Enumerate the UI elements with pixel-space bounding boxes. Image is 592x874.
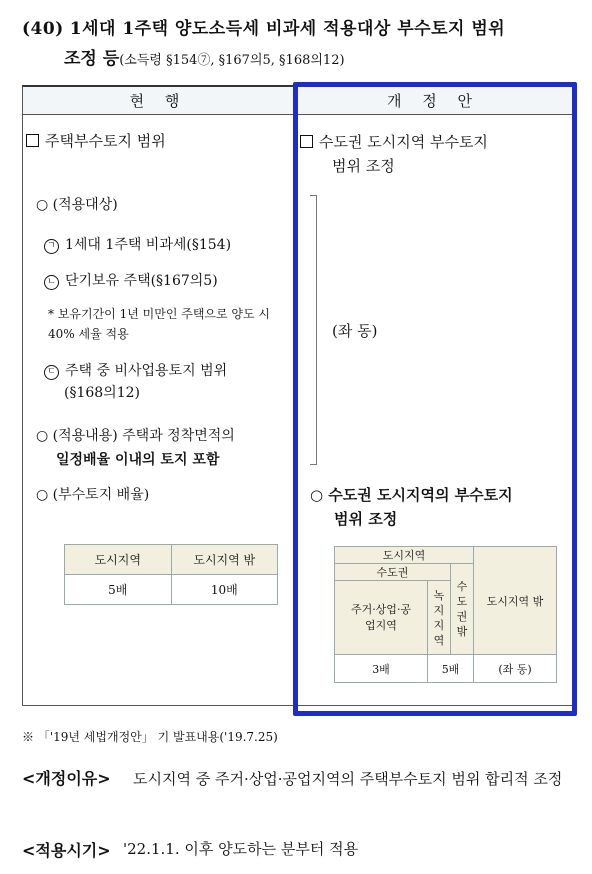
proposed-residential-header: 주거·상업·공업지역 [335, 581, 428, 655]
checkbox-square-icon [26, 134, 39, 147]
proposed-urban-header: 도시지역 [335, 547, 474, 564]
section-title [22, 14, 505, 39]
ratio-value-outside: 10배 [171, 575, 278, 605]
highlight-box [293, 82, 577, 716]
circle-marker-icon: ㄴ [44, 275, 59, 290]
proposed-outside-capital-header: 수도권밖 [451, 564, 474, 655]
apply-label: <적용시기> [22, 841, 111, 860]
apply-text: '22.1.1. 이후 양도하는 분부터 적용 [123, 840, 359, 858]
ratio-value-urban: 5배 [65, 575, 172, 605]
ratio-header-outside: 도시지역 밖 [171, 545, 278, 575]
reason-label: <개정이유> [22, 769, 111, 788]
circle-marker-icon: ㄷ [44, 365, 59, 380]
current-ratio-table [64, 544, 278, 605]
current-content: ○ (적용내용) 주택과 정착면적의 일정배율 이내의 토지 포함 [36, 428, 235, 468]
proposed-capital-header: 수도권 [335, 564, 451, 581]
current-note: * 보유기간이 1년 미만인 주택으로 양도 시 40% 세율 적용 [48, 307, 270, 341]
title-text: 1세대 1주택 양도소득세 비과세 적용대상 부수토지 범위 [69, 19, 506, 39]
current-ratio-label: ○ (부수토지 배율) [36, 487, 150, 503]
current-item1: ㄱ 1세대 1주택 비과세(§154) [44, 234, 231, 254]
title-line2: 조정 등 [64, 49, 120, 69]
proposed-value-outside: (좌 동) [474, 655, 557, 683]
reason-text: 도시지역 중 주거·상업·공업지역의 주택부수토지 범위 합리적 조정 [133, 770, 563, 788]
proposed-value-residential: 3배 [335, 655, 428, 683]
footnote: ※ 「'19년 세법개정안」 기 발표내용('19.7.25) [22, 730, 278, 744]
section-subtitle [64, 44, 345, 69]
proposed-heading: 수도권 도시지역 부수토지 범위 조정 [300, 130, 488, 178]
proposed-same: (좌 동) [332, 322, 378, 340]
proposed-green-header: 녹지지역 [428, 581, 451, 655]
current-item3: ㄷ 주택 중 비사업용토지 범위 (§168의12) [44, 360, 227, 404]
proposed-value-green: 5배 [428, 655, 474, 683]
current-scope-label: ○ (적용대상) [36, 197, 118, 213]
section-number: (40) [22, 19, 64, 39]
proposed-sub: ○ 수도권 도시지역의 부수토지 범위 조정 [310, 486, 513, 528]
law-reference: (소득령 §154⑦, §167의5, §168의12) [119, 53, 345, 68]
ratio-header-urban: 도시지역 [65, 545, 172, 575]
header-proposed: 개 정 안 [295, 87, 572, 115]
proposed-outside-urban-header: 도시지역 밖 [474, 547, 557, 655]
current-heading: 주택부수토지 범위 [26, 130, 166, 151]
header-current: 현 행 [23, 87, 295, 115]
current-item2: ㄴ 단기보유 주택(§167의5) [44, 270, 218, 290]
circle-marker-icon: ㄱ [44, 239, 59, 254]
